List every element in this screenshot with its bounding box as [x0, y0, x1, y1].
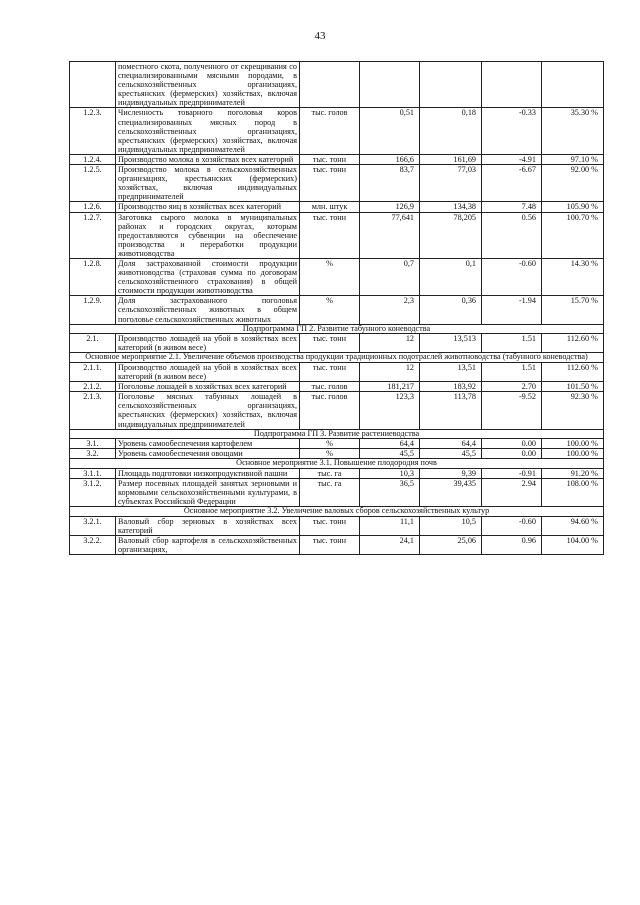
plan-value: 166,6: [360, 154, 420, 164]
indicator-name: Производство лошадей на убой в хозяйствах всех категорий (в живом весе): [116, 363, 300, 382]
deviation-value: -4.91: [482, 154, 542, 164]
table-row: [70, 296, 604, 324]
row-number: 3.2.1.: [70, 517, 116, 536]
row-number: 2.1.2.: [70, 382, 116, 392]
plan-value: 0,7: [360, 258, 420, 295]
row-number: 3.1.2.: [70, 479, 116, 507]
deviation-value: 0.96: [482, 536, 542, 555]
section-header-row: [70, 429, 604, 439]
completion-percent: 92.00 %: [542, 165, 604, 202]
plan-value: 2,3: [360, 296, 420, 324]
unit-cell: тыс. голов: [300, 108, 360, 154]
unit-cell: [300, 62, 360, 108]
completion-percent: 97.10 %: [542, 154, 604, 164]
deviation-value: -0.91: [482, 469, 542, 479]
row-number: 3.1.: [70, 439, 116, 449]
deviation-value: -1.94: [482, 296, 542, 324]
section-header-row: [70, 353, 604, 363]
indicator-name: Производство молока в хозяйствах всех категорий: [116, 154, 300, 164]
plan-value: 64,4: [360, 439, 420, 449]
plan-value: 126,9: [360, 202, 420, 212]
indicator-name: Валовый сбор зерновых в хозяйствах всех категорий: [116, 517, 300, 536]
indicator-name: Валовый сбор картофеля в сельскохозяйственных организациях,: [116, 536, 300, 555]
indicator-name: Поголовье лошадей в хозяйствах всех категорий: [116, 382, 300, 392]
row-number: 2.1.1.: [70, 363, 116, 382]
indicator-name: Уровень самообеспечения картофелем: [116, 439, 300, 449]
row-number: [70, 62, 116, 108]
fact-value: 183,92: [420, 382, 482, 392]
section-title: Основное мероприятие 3.2. Увеличение валовых сборов сельскохозяйственных культур: [70, 507, 604, 517]
completion-percent: 100.00 %: [542, 449, 604, 459]
plan-value: 11,1: [360, 517, 420, 536]
fact-value: 134,38: [420, 202, 482, 212]
deviation-value: 7.48: [482, 202, 542, 212]
indicators-table: [69, 61, 604, 555]
deviation-value: 1.51: [482, 334, 542, 353]
completion-percent: 91.20 %: [542, 469, 604, 479]
completion-percent: 112.60 %: [542, 363, 604, 382]
fact-value: 113,78: [420, 392, 482, 429]
plan-value: 12: [360, 363, 420, 382]
deviation-value: [482, 62, 542, 108]
deviation-value: -0.33: [482, 108, 542, 154]
table-row: [70, 212, 604, 258]
table-row: [70, 165, 604, 202]
completion-percent: 108.00 %: [542, 479, 604, 507]
unit-cell: тыс. голов: [300, 392, 360, 429]
row-number: 2.1.3.: [70, 392, 116, 429]
row-number: 1.2.8.: [70, 258, 116, 295]
plan-value: 83,7: [360, 165, 420, 202]
table-row: [70, 517, 604, 536]
row-number: 2.1.: [70, 334, 116, 353]
unit-cell: тыс. тонн: [300, 212, 360, 258]
row-number: 1.2.4.: [70, 154, 116, 164]
indicator-name: Уровень самообеспечения овощами: [116, 449, 300, 459]
deviation-value: 1.51: [482, 363, 542, 382]
completion-percent: 101.50 %: [542, 382, 604, 392]
table-row: [70, 382, 604, 392]
unit-cell: %: [300, 296, 360, 324]
deviation-value: 2.94: [482, 479, 542, 507]
row-number: 3.2.2.: [70, 536, 116, 555]
table-row: [70, 449, 604, 459]
unit-cell: тыс. тонн: [300, 334, 360, 353]
indicator-name: Производство молока в сельскохозяйственных организациях, крестьянских (фермерских) хозяйствах, включая индивидуальных предпринимателей: [116, 165, 300, 202]
unit-cell: %: [300, 439, 360, 449]
fact-value: 78,205: [420, 212, 482, 258]
completion-percent: 15.70 %: [542, 296, 604, 324]
completion-percent: [542, 62, 604, 108]
deviation-value: 0.56: [482, 212, 542, 258]
table-row: [70, 62, 604, 108]
unit-cell: тыс. голов: [300, 382, 360, 392]
fact-value: 64,4: [420, 439, 482, 449]
fact-value: 39,435: [420, 479, 482, 507]
section-header-row: [70, 459, 604, 469]
table-row: [70, 392, 604, 429]
row-number: 1.2.5.: [70, 165, 116, 202]
indicator-name: Поголовье мясных табунных лошадей в сельскохозяйственных организациях, крестьянских (фермерских) хозяйствах, включая индивидуальных предпринимателей: [116, 392, 300, 429]
table-row: [70, 154, 604, 164]
table-row: [70, 536, 604, 555]
unit-cell: тыс. га: [300, 479, 360, 507]
row-number: 1.2.7.: [70, 212, 116, 258]
table-row: [70, 202, 604, 212]
table-body: [70, 62, 604, 555]
completion-percent: 100.00 %: [542, 439, 604, 449]
unit-cell: %: [300, 258, 360, 295]
unit-cell: тыс. тонн: [300, 154, 360, 164]
plan-value: 10,3: [360, 469, 420, 479]
completion-percent: 35.30 %: [542, 108, 604, 154]
indicator-name: Численность товарного поголовья коров специализированных мясных пород в сельскохозяйственных организациях, крестьянских (фермерских) хозяйствах, включая индивидуальных предпринимателей: [116, 108, 300, 154]
unit-cell: тыс. тонн: [300, 165, 360, 202]
plan-value: [360, 62, 420, 108]
completion-percent: 100.70 %: [542, 212, 604, 258]
fact-value: 13,513: [420, 334, 482, 353]
completion-percent: 14.30 %: [542, 258, 604, 295]
deviation-value: -0.60: [482, 258, 542, 295]
unit-cell: тыс. тонн: [300, 363, 360, 382]
table-row: [70, 363, 604, 382]
deviation-value: -9.52: [482, 392, 542, 429]
indicator-name: поместного скота, полученного от скрещивания со специализированными мясными породами, в сельскохозяйственных организациях, крестьянских (фермерских) хозяйствах, включая индивидуальных предпринимателей: [116, 62, 300, 108]
deviation-value: -0.60: [482, 517, 542, 536]
fact-value: 0,36: [420, 296, 482, 324]
plan-value: 45,5: [360, 449, 420, 459]
section-title: Подпрограмма ГП 2. Развитие табунного коневодства: [70, 324, 604, 334]
fact-value: 13,51: [420, 363, 482, 382]
indicator-name: Производство яиц в хозяйствах всех категорий: [116, 202, 300, 212]
deviation-value: -6.67: [482, 165, 542, 202]
unit-cell: млн. штук: [300, 202, 360, 212]
section-title: Основное мероприятие 3.1. Повышение плодородия почв: [70, 459, 604, 469]
table-row: [70, 108, 604, 154]
plan-value: 36,5: [360, 479, 420, 507]
indicator-name: Размер посевных площадей занятых зерновыми и кормовыми сельскохозяйственными культурами, в субъектах Российской Федерации: [116, 479, 300, 507]
row-number: 1.2.6.: [70, 202, 116, 212]
completion-percent: 112.60 %: [542, 334, 604, 353]
completion-percent: 94.60 %: [542, 517, 604, 536]
row-number: 1.2.3.: [70, 108, 116, 154]
deviation-value: 0.00: [482, 439, 542, 449]
row-number: 3.2.: [70, 449, 116, 459]
section-title: Основное мероприятие 2.1. Увеличение объемов производства продукции традиционных подотраслей животноводства (табунного коневодства): [70, 353, 604, 363]
plan-value: 0,51: [360, 108, 420, 154]
fact-value: 161,69: [420, 154, 482, 164]
completion-percent: 92.30 %: [542, 392, 604, 429]
plan-value: 123,3: [360, 392, 420, 429]
unit-cell: тыс. га: [300, 469, 360, 479]
indicator-name: Площадь подготовки низкопродуктивной пашни: [116, 469, 300, 479]
fact-value: 0,18: [420, 108, 482, 154]
completion-percent: 105.90 %: [542, 202, 604, 212]
plan-value: 181,217: [360, 382, 420, 392]
fact-value: 77,03: [420, 165, 482, 202]
fact-value: 0,1: [420, 258, 482, 295]
plan-value: 77,641: [360, 212, 420, 258]
plan-value: 24,1: [360, 536, 420, 555]
table-row: [70, 258, 604, 295]
section-header-row: [70, 507, 604, 517]
table-row: [70, 439, 604, 449]
table-row: [70, 479, 604, 507]
plan-value: 12: [360, 334, 420, 353]
fact-value: 25,06: [420, 536, 482, 555]
unit-cell: тыс. тонн: [300, 536, 360, 555]
section-header-row: [70, 324, 604, 334]
row-number: 1.2.9.: [70, 296, 116, 324]
table-row: [70, 334, 604, 353]
unit-cell: %: [300, 449, 360, 459]
fact-value: 10,5: [420, 517, 482, 536]
unit-cell: тыс. тонн: [300, 517, 360, 536]
completion-percent: 104.00 %: [542, 536, 604, 555]
section-title: Подпрограмма ГП 3. Развитие растениеводства: [70, 429, 604, 439]
row-number: 3.1.1.: [70, 469, 116, 479]
table-row: [70, 469, 604, 479]
indicator-name: Доля застрахованной стоимости продукции животноводства (страховая сумма по договорам сельскохозяйственного страхования) в общей стоимости продукции животноводства: [116, 258, 300, 295]
deviation-value: 2.70: [482, 382, 542, 392]
fact-value: 9,39: [420, 469, 482, 479]
fact-value: [420, 62, 482, 108]
page-number: 43: [314, 30, 326, 42]
indicator-name: Заготовка сырого молока в муниципальных районах и городских округах, которым предоставляются субвенции на обеспечение производства и переработки продукции животноводства: [116, 212, 300, 258]
indicator-name: Производство лошадей на убой в хозяйствах всех категорий (в живом весе): [116, 334, 300, 353]
fact-value: 45,5: [420, 449, 482, 459]
deviation-value: 0.00: [482, 449, 542, 459]
indicator-name: Доля застрахованного поголовья сельскохозяйственных животных в общем поголовье сельскохозяйственных животных: [116, 296, 300, 324]
